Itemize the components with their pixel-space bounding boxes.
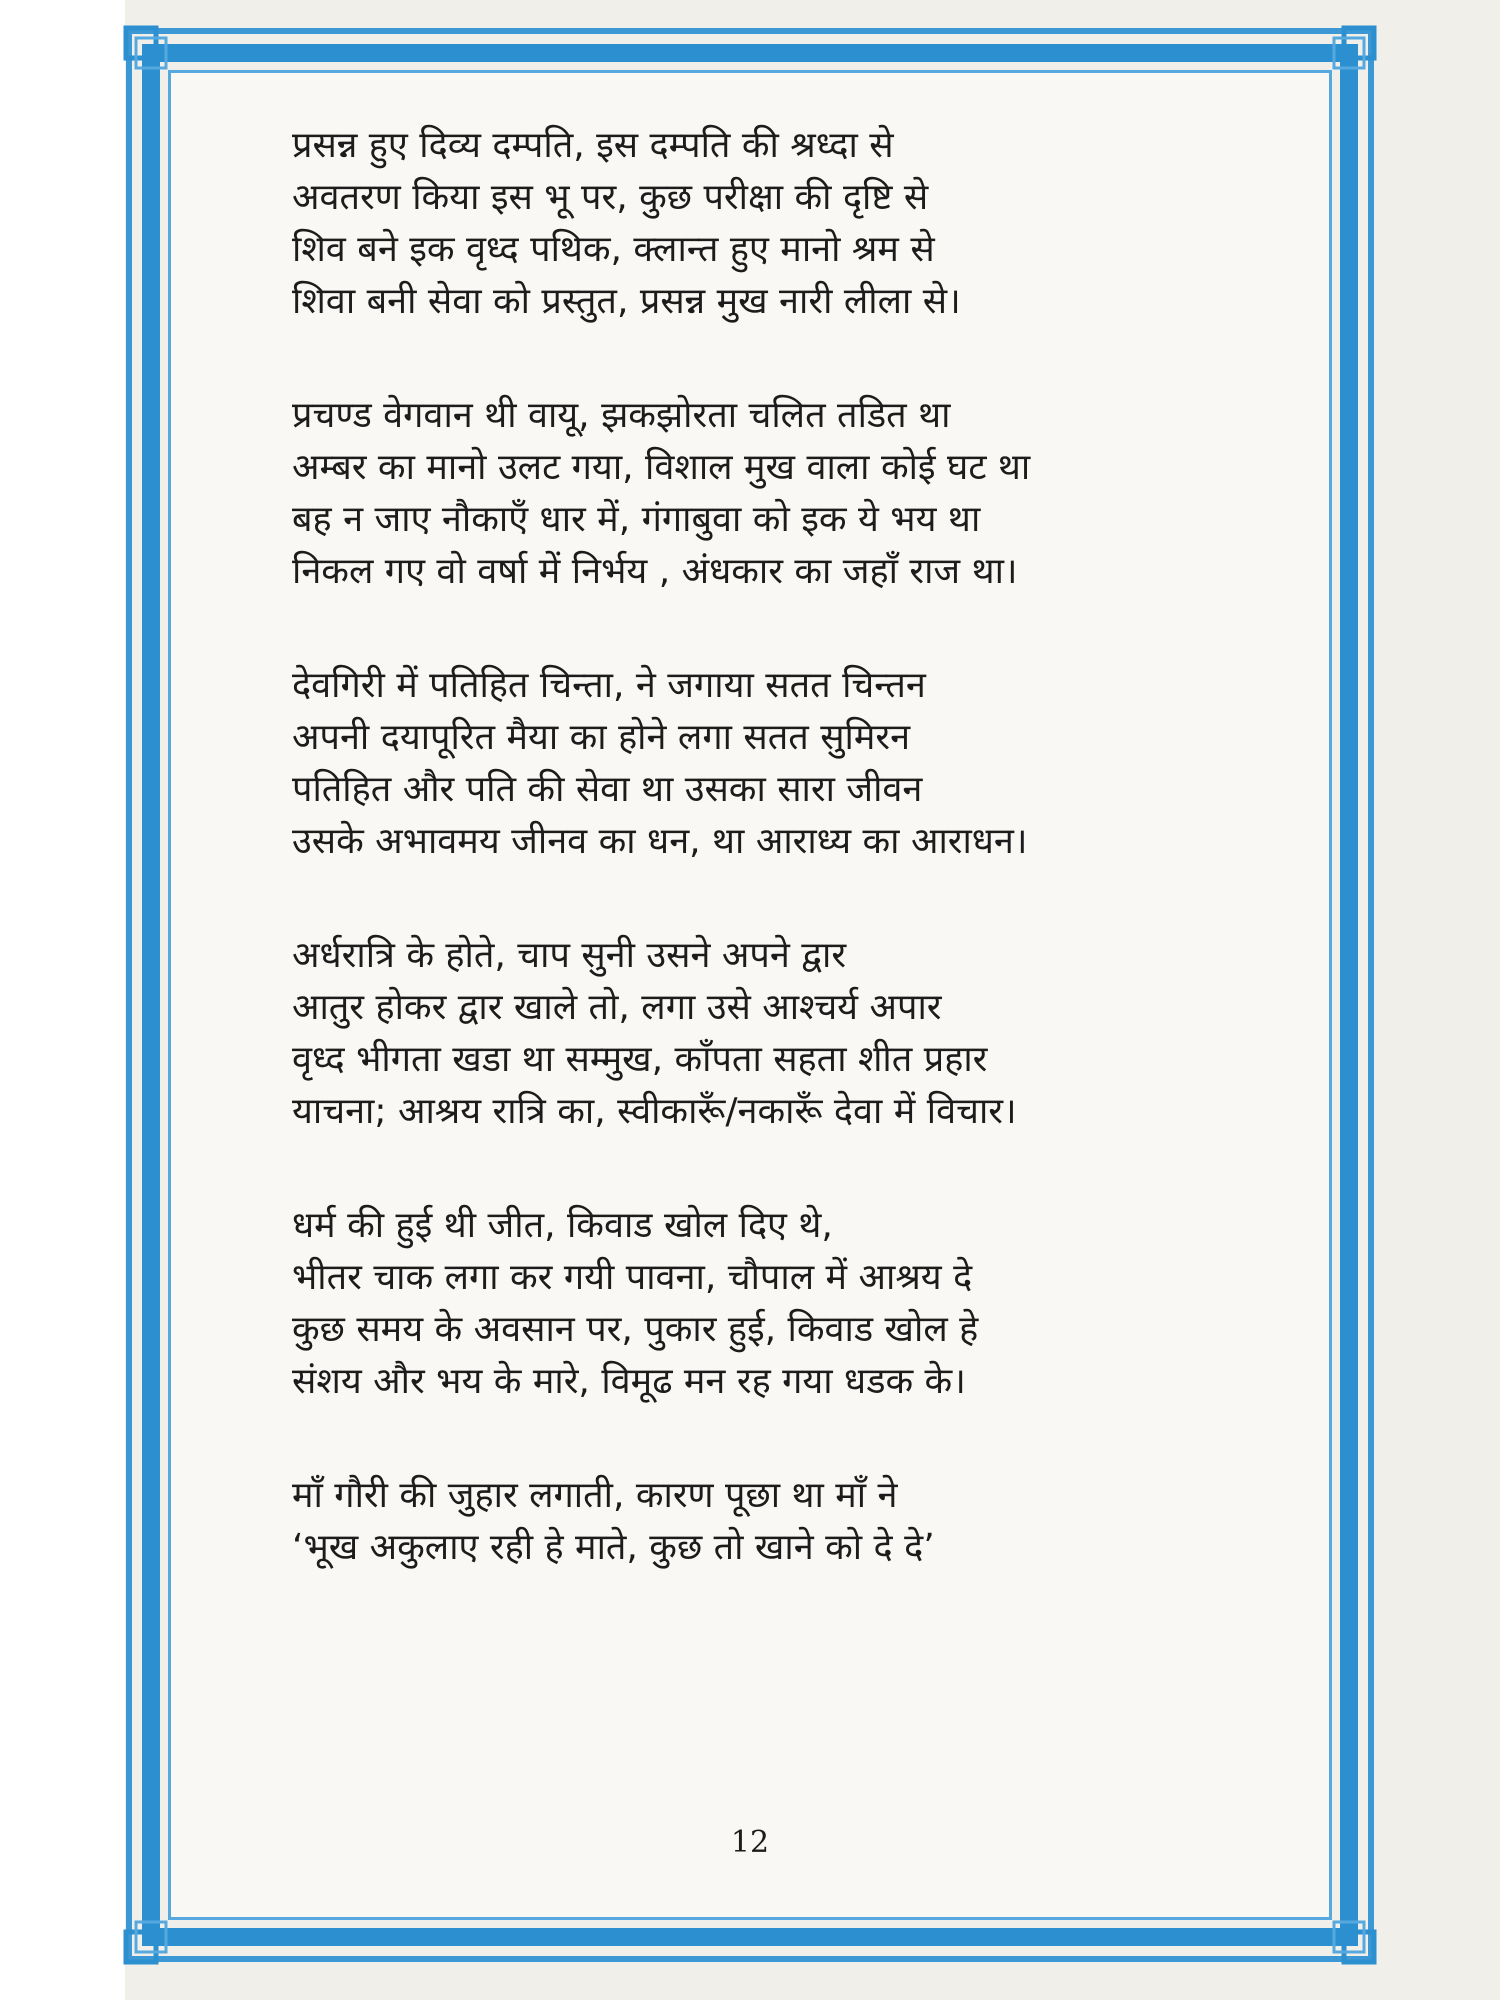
stanza-6 (292, 1470, 1242, 1574)
stanza-5 (292, 1200, 1242, 1408)
poem-line: ‘भूख अकुलाए रही हे माते, कुछ तो खाने को दे दे’ (292, 1527, 935, 1568)
border-corner-ornament (1302, 1890, 1378, 1966)
stanza-3 (292, 660, 1242, 868)
poem-line: प्रचण्ड वेगवान थी वायू, झकझोरता चलित तडित था (292, 395, 951, 436)
poem-line: उसके अभावमय जीनव का धन, था आराध्य का आराधन। (292, 821, 1028, 862)
poem-line: पतिहित और पति की सेवा था उसका सारा जीवन (292, 769, 923, 810)
poem-line: आतुर होकर द्वार खाले तो, लगा उसे आश्चर्य अपार (292, 987, 942, 1028)
page-number: 12 (730, 1825, 770, 1860)
poem-line: बह न जाए नौकाएँ धार में, गंगाबुवा को इक ये भय था (292, 499, 981, 540)
poem-line: माँ गौरी की जुहार लगाती, कारण पूछा था माँ ने (292, 1475, 898, 1516)
border-corner-ornament (122, 24, 198, 100)
poem-line: वृध्द भीगता खडा था सम्मुख, काँपता सहता शीत प्रहार (292, 1039, 988, 1080)
poem-line: प्रसन्न हुए दिव्य दम्पति, इस दम्पति की श्रध्दा से (292, 125, 894, 166)
poem-line: निकल गए वो वर्षा में निर्भय , अंधकार का जहाँ राज था। (292, 551, 1018, 592)
border-corner-ornament (1302, 24, 1378, 100)
poem-line: शिव बने इक वृध्द पथिक, क्लान्त हुए मानो श्रम से (292, 229, 935, 270)
border-corner-ornament (122, 1890, 198, 1966)
poem-line: कुछ समय के अवसान पर, पुकार हुई, किवाड खोल हे (292, 1309, 979, 1350)
poem-line: देवगिरी में पतिहित चिन्ता, ने जगाया सतत चिन्तन (292, 665, 926, 706)
stanza-4 (292, 930, 1242, 1138)
poem-line: धर्म की हुई थी जीत, किवाड खोल दिए थे, (292, 1205, 833, 1246)
stanza-2 (292, 390, 1242, 598)
poem-line: शिवा बनी सेवा को प्रस्तुत, प्रसन्न मुख नारी लीला से। (292, 281, 961, 322)
poem-line: याचना; आश्रय रात्रि का, स्वीकारूँ/नकारूँ देवा में विचार। (292, 1091, 1017, 1132)
poem-body (292, 120, 1242, 1636)
poem-line: अम्बर का मानो उलट गया, विशाल मुख वाला कोई घट था (292, 447, 1031, 488)
poem-line: संशय और भय के मारे, विमूढ मन रह गया धडक के। (292, 1361, 966, 1402)
poem-line: अपनी दयापूरित मैया का होने लगा सतत सुमिरन (292, 717, 911, 758)
poem-line: अवतरण किया इस भू पर, कुछ परीक्षा की दृष्टि से (292, 177, 929, 218)
poem-line: अर्धरात्रि के होते, चाप सुनी उसने अपने द्वार (292, 935, 847, 976)
poem-line: भीतर चाक लगा कर गयी पावना, चौपाल में आश्रय दे (292, 1257, 973, 1298)
stanza-1 (292, 120, 1242, 328)
